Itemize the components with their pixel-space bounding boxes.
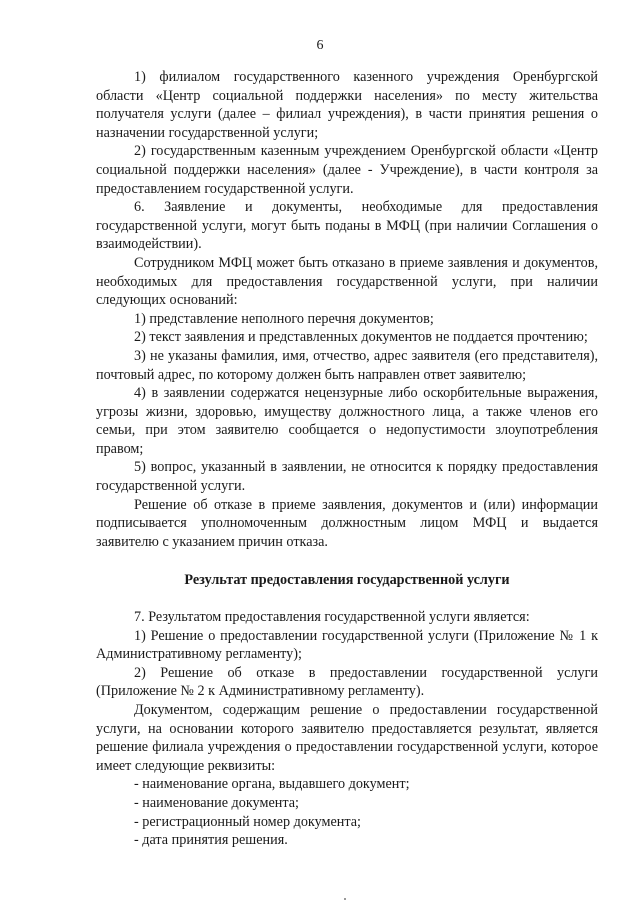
paragraph: 2) государственным казенным учреждением Оренбургской области «Центр социальной поддержки населения» (далее - Учреждение), в части контроля за предоставлением государственной услуги. xyxy=(96,143,598,197)
document-body xyxy=(96,68,598,850)
list-item: - наименование документа; xyxy=(134,794,299,811)
page-number: 6 xyxy=(316,38,324,53)
list-item: - регистрационный номер документа; xyxy=(134,813,361,830)
paragraph: 3) не указаны фамилия, имя, отчество, адрес заявителя (его представителя), почтовый адрес, по которому должен быть направлен ответ заявителю; xyxy=(96,347,598,383)
paragraph: Сотрудником МФЦ может быть отказано в приеме заявления и документов, необходимых для предоставления государственной услуги, при наличии следующих оснований: xyxy=(96,254,598,309)
paragraph: 1) Решение о предоставлении государственной услуги (Приложение № 1 к Административному регламенту); xyxy=(96,627,598,663)
paragraph: 2) Решение об отказе в предоставлении государственной услуги (Приложение № 2 к Административному регламенту). xyxy=(96,664,598,700)
list-item: - дата принятия решения. xyxy=(134,832,288,849)
paragraph: 2) текст заявления и представленных документов не поддается прочтению; xyxy=(134,329,588,346)
paragraph: 4) в заявлении содержатся нецензурные либо оскорбительные выражения, угрозы жизни, здоровью, имуществу должностного лица, а также членов его семьи, при этом заявителю сообщается о недопустимости злоупотребления правом; xyxy=(96,385,598,457)
list-item: - наименование органа, выдавшего документ; xyxy=(134,776,410,793)
paragraph: 7. Результатом предоставления государственной услуги является: xyxy=(134,609,530,626)
paragraph: 5) вопрос, указанный в заявлении, не относится к порядку предоставления государственной услуги. xyxy=(96,459,598,495)
paragraph: 1) представление неполного перечня документов; xyxy=(134,310,434,327)
scan-speck xyxy=(344,898,346,900)
paragraph: Документом, содержащим решение о предоставлении государственной услуги, на основании которого заявителю предоставляется результат, является решение филиала учреждения о предоставлении государственной услуги, которое имеет следующие реквизиты: xyxy=(96,702,598,774)
paragraph: 6. Заявление и документы, необходимые для предоставления государственной услуги, могут быть поданы в МФЦ (при наличии Соглашения о взаимодействии). xyxy=(96,199,598,253)
paragraph: Решение об отказе в приеме заявления, документов и (или) информации подписывается уполномоченным должностным лицом МФЦ и выдается заявителю с указанием причин отказа. xyxy=(96,496,598,550)
paragraph: 1) филиалом государственного казенного учреждения Оренбургской области «Центр социальной поддержки населения» по месту жительства получателя услуги (далее – филиал учреждения), в части принятия решения о назначении государственной услуги; xyxy=(96,69,598,141)
section-title: Результат предоставления государственной услуги xyxy=(184,572,510,589)
